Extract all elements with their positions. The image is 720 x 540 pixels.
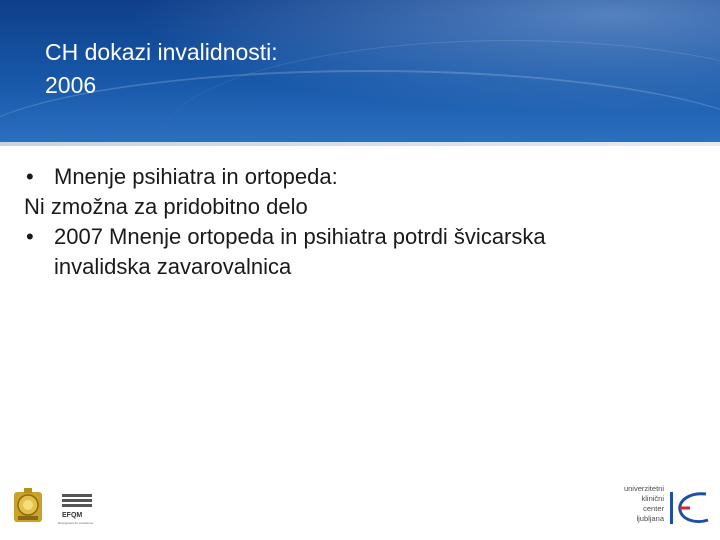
bullet-dot: •	[26, 224, 34, 249]
slide-title-line: CH dokazi invalidnosti:	[45, 39, 278, 65]
institution-name-line: center	[643, 504, 664, 513]
bullet-text: Mnenje psihiatra in ortopeda:	[54, 164, 338, 189]
header-divider	[0, 142, 720, 146]
ukc-logo	[614, 484, 714, 532]
efqm-subtitle: Recognised for excellence	[58, 521, 94, 525]
plain-line	[24, 192, 704, 222]
efqm-bars-icon	[62, 494, 92, 509]
slide-title	[45, 36, 278, 102]
institution-name	[614, 484, 664, 524]
bullet-item	[24, 222, 704, 252]
institution-name-line: klinični	[641, 494, 664, 503]
bullet-continuation	[24, 252, 704, 282]
line-text: Ni zmožna za pridobitno delo	[24, 194, 308, 219]
bullet-dot: •	[26, 164, 34, 189]
slide-title-line: 2006	[45, 72, 97, 98]
institution-name-line: univerzitetni	[623, 484, 664, 493]
award-seal-logo	[10, 488, 46, 526]
bullet-item	[24, 162, 704, 192]
award-seal-icon	[10, 488, 46, 526]
efqm-label: EFQM	[62, 512, 83, 519]
bullet-text: 2007 Mnenje ortopeda in psihiatra potrdi švicarska	[54, 224, 546, 249]
title-band	[0, 0, 720, 142]
ukc-mark-icon	[668, 488, 712, 528]
slide-body	[24, 162, 704, 282]
institution-name-line: ljubljana	[636, 514, 664, 523]
bullet-text: invalidska zavarovalnica	[54, 254, 292, 279]
efqm-logo	[58, 492, 96, 526]
